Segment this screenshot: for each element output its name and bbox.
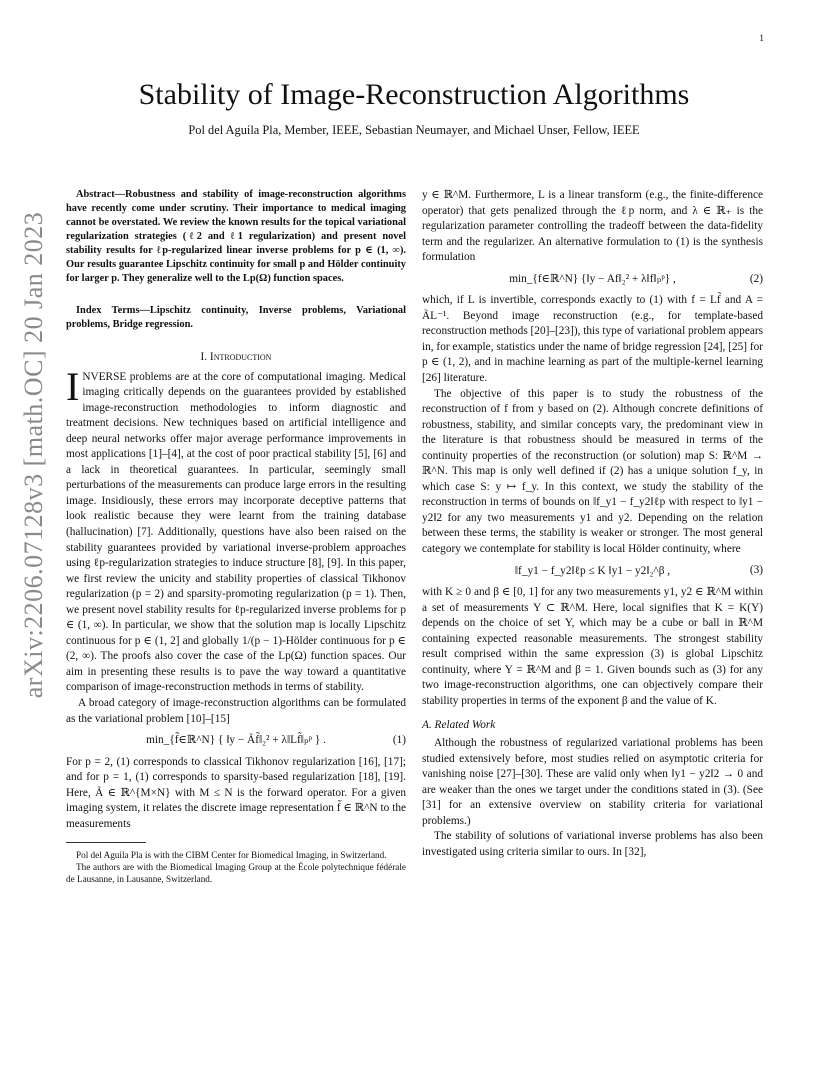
- intro-paragraph-3: For p = 2, (1) corresponds to classical Tikhonov regularization [16], [17]; and for p = 1, (1) corresponds to sparsity-based regularization [18], [19]. Here, Ã ∈ ℝ^{M×N} with M ≤ N is the forward operator. For a given imaging system, it relates the discrete image representation f̃ ∈ ℝ^N to the measurements: [66, 755, 406, 830]
- equation-2: [422, 272, 763, 288]
- right-paragraph-4: with K ≥ 0 and β ∈ [0, 1] for any two measurements y1, y2 ∈ ℝ^M within a set of measurements Y ⊂ ℝ^M. Here, local signifies that K = K(Y) depends on the choice of set Y, which may be a cube or ball in ℝ^M containing expected reasonable measurements. The strongest stability result comprised within the same expression (3) is global Lipschitz continuity, where Y = ℝ^M and β = 1. Given bounds such as (3) for any two image-reconstruction algorithms, one can objectively compare their stability properties in terms of the exponent β and the value of K.: [422, 586, 763, 707]
- intro-paragraph-1-text: NVERSE problems are at the core of computational imaging. Medical imaging critically depends on the guarantees provided by established image-reconstruction methodologies to inform diagnostic and treatment decisions. New techniques based on artificial intelligence and deep neural networks offer major average performance improvements in most applications [1]–[4], at the cost of poor practical stability [5], [6] and a lack in theoretical guarantees. In particular, seemingly small perturbations of the measurements can produce large errors in the resulting image. Insidiously, these errors may incorporate deceptive patterns that look realistic because they were learnt from the training database (hallucination) [7]. Additionally, questions have also been raised on the stability guarantees provided by variational inverse-problem approaches using ℓp-regularization strategies to induce structure [8], [9]. In this paper, we first review the unicity and stability properties of classical Tikhonov regularization (p = 2) and sparsity-promoting regularization (p = 1). Then, we present novel stability results for ℓp-regularized inverse problems for p ∈ (1, ∞). In particular, we show that the solution map is locally Lipschitz continuous for p ∈ (1, 2] and globally 1/(p − 1)-Hölder continuous for p ∈ (2, ∞). The proofs also cover the case of the Lp(Ω) function spaces. Our aim in presenting these results is to pave the way toward a quantitative comparison of image-reconstruction methods in terms of stability.: [66, 370, 406, 694]
- right-paragraph-1: y ∈ ℝ^M. Furthermore, L is a linear transform (e.g., the finite-difference operator) that gets penalized through the ℓp norm, and λ ∈ ℝ₊ is the regularization parameter controlling the tradeoff between the data-fidelity term and the regularizer. An alternative formulation to (1) is the synthesis formulation: [422, 189, 763, 264]
- arxiv-id: arXiv:2206.07128v3 [math.OC] 20 Jan 2023: [19, 211, 48, 699]
- right-column: [422, 188, 763, 860]
- section-heading: I. Introduction: [200, 351, 272, 363]
- right-paragraph-5: Although the robustness of regularized variational problems has been studied extensively before, most studies relied on asymptotic criteria for vanishing noise [27]–[30]. These are valid only when ‖y1 − y2‖2 → 0 and are weaker than the ones we target under the conditions stated in (3). (See [31] for an extensive overview on stability criteria for variational problems.): [422, 737, 763, 827]
- paper-title: Stability of Image-Reconstruction Algorithms: [138, 78, 690, 111]
- equation-3-number: (3): [749, 564, 763, 577]
- equation-3: [422, 564, 763, 580]
- arxiv-sidebar: [18, 211, 50, 699]
- equation-1-body: min_{f̃∈ℝ^N} { ‖y − Ãf̃‖₂² + λ‖Lf̃‖ₚᵖ } .: [146, 734, 326, 747]
- equation-1: [66, 733, 406, 749]
- footnote-rule: [66, 842, 146, 843]
- subsection-heading: A. Related Work: [422, 718, 496, 731]
- right-paragraph-6: The stability of solutions of variational inverse problems has also been investigated using criteria similar to ours. In [32],: [422, 830, 763, 858]
- equation-2-body: min_{f∈ℝ^N} {‖y − Af‖₂² + λ‖f‖ₚᵖ} ,: [509, 272, 676, 285]
- equation-2-number: (2): [749, 272, 763, 285]
- authors: Pol del Aguila Pla, Member, IEEE, Sebastian Neumayer, and Michael Unser, Fellow, IEEE: [188, 123, 640, 137]
- footnote-2: The authors are with the Biomedical Imaging Group at the École polytechnique fédérale de Lausanne, in Lausanne, Switzerland.: [66, 862, 406, 885]
- intro-paragraph-1: [66, 363, 406, 696]
- right-paragraph-3: The objective of this paper is to study the robustness of the reconstruction of f from y based on (2). Although concrete definitions of robustness, stability, and similar concepts vary, the predominant view in the literature is that robustness should be measured in terms of the continuity properties of the reconstruction (or solution) map S: ℝ^M → ℝ^N. This map is only well defined if (2) has a unique solution f_y, in which case S: y ↦ f_y. In this context, we study the stability of the reconstruction in terms of bounds on ‖f_y1 − f_y2‖ℓp with respect to ‖y1 − y2‖2 for any two measurements y1 and y2. Depending on the relation between these terms, the stability is weaker or stronger. The most general category we contemplate for stability is local Hölder continuity, where: [422, 387, 763, 556]
- footnote-1: Pol del Aguila Pla is with the CIBM Center for Biomedical Imaging, in Switzerland.: [76, 850, 387, 861]
- intro-paragraph-2: A broad category of image-reconstruction algorithms can be formulated as the variational problem [10]–[15]: [66, 697, 406, 725]
- left-column: [66, 188, 406, 885]
- page-number: 1: [759, 34, 764, 44]
- index-terms: Index Terms—Lipschitz continuity, Inverse problems, Variational problems, Bridge regression.: [66, 305, 406, 330]
- equation-1-number: (1): [392, 734, 406, 747]
- equation-3-body: ‖f_y1 − f_y2‖ℓp ≤ K ‖y1 − y2‖₂^β ,: [514, 564, 671, 577]
- right-paragraph-2: which, if L is invertible, corresponds exactly to (1) with f = Lf̃ and A = ÃL⁻¹. Beyond image reconstruction (e.g., for template-based reconstruction methods [20]–[23]), this type of variational problem appears in, for example, statistics under the name of bridge regression [24], [25] for p ∈ (1, 2), and in machine learning as part of the multiple-kernel learning [26] literature.: [422, 294, 764, 385]
- abstract: Abstract—Robustness and stability of image-reconstruction algorithms have recently come under scrutiny. Their importance to medical imaging cannot be overstated. We review the known results for the topical variational regularization strategies (ℓ2 and ℓ1 regularization) and present novel stability results for ℓp-regularized linear inverse problems for p ∈ (1, ∞). Our results guarantee Lipschitz continuity for small p and Hölder continuity for larger p. They generalize well to the Lp(Ω) function spaces.: [66, 189, 406, 284]
- drop-cap: I: [66, 363, 80, 409]
